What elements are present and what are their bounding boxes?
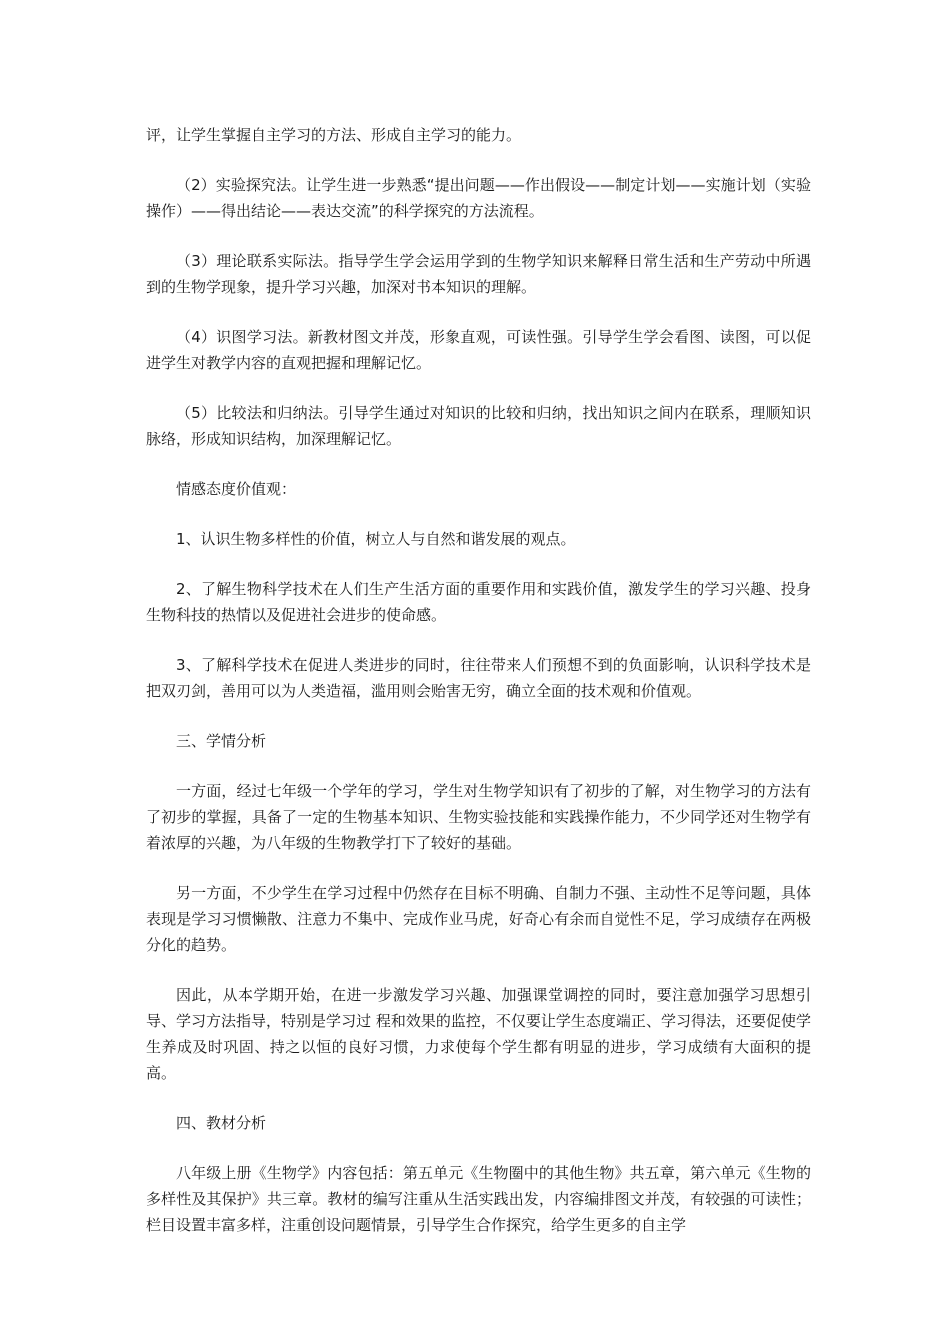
paragraph-learning-2: 另一方面，不少学生在学习过程中仍然存在目标不明确、自制力不强、主动性不足等问题，具体表现是学习习惯懒散、注意力不集中、完成作业马虎，好奇心有余而自觉性不足，学习成绩存在两极分化的趋势。: [146, 884, 811, 954]
section-heading-learning-analysis: 三、学情分析: [176, 732, 267, 750]
paragraph-textbook-1: 八年级上册《生物学》内容包括：第五单元《生物圈中的其他生物》共五章，第六单元《生物的多样性及其保护》共三章。教材的编写注重从生活实践出发，内容编排图文并茂，有较强的可读性；栏目设置丰富多样，注重创设问题情景，引导学生合作探究，给学生更多的自主学: [146, 1164, 811, 1234]
paragraph-learning-3: 因此，从本学期开始，在进一步激发学习兴趣、加强课堂调控的同时，要注意加强学习思想引导、学习方法指导，特别是学习过 程和效果的监控，不仅要让学生态度端正、学习得法，还要促使学生养成及时巩固、持之以恒的良好习惯，力求使每个学生都有明显的进步，学习成绩有大面积的提高。: [146, 986, 811, 1082]
paragraph-method-5: （5）比较法和归纳法。引导学生通过对知识的比较和归纳，找出知识之间内在联系，理顺知识脉络，形成知识结构，加深理解记忆。: [146, 404, 811, 448]
paragraph-method-2: （2）实验探究法。让学生进一步熟悉“提出问题——作出假设——制定计划——实施计划（实验操作）——得出结论——表达交流”的科学探究的方法流程。: [146, 176, 811, 220]
section-heading-textbook-analysis: 四、教材分析: [176, 1114, 267, 1132]
paragraph-method-4: （4）识图学习法。新教材图文并茂，形象直观，可读性强。引导学生学会看图、读图，可以促进学生对教学内容的直观把握和理解记忆。: [146, 328, 811, 372]
subheading-values: 情感态度价值观：: [176, 480, 297, 498]
paragraph-value-2: 2、了解生物科学技术在人们生产生活方面的重要作用和实践价值，激发学生的学习兴趣、投身生物科技的热情以及促进社会进步的使命感。: [146, 580, 811, 624]
paragraph-value-1: 1、认识生物多样性的价值，树立人与自然和谐发展的观点。: [176, 530, 576, 548]
document-body: [146, 122, 811, 1262]
paragraph-learning-1: 一方面，经过七年级一个学年的学习，学生对生物学知识有了初步的了解，对生物学习的方法有了初步的掌握，具备了一定的生物基本知识、生物实验技能和实践操作能力，不少同学还对生物学有着浓厚的兴趣，为八年级的生物教学打下了较好的基础。: [146, 782, 811, 852]
paragraph-value-3: 3、了解科学技术在促进人类进步的同时，往往带来人们预想不到的负面影响，认识科学技术是把双刃剑，善用可以为人类造福，滥用则会贻害无穷，确立全面的技术观和价值观。: [146, 656, 811, 700]
paragraph-method-3: （3）理论联系实际法。指导学生学会运用学到的生物学知识来解释日常生活和生产劳动中所遇到的生物学现象，提升学习兴趣，加深对书本知识的理解。: [146, 252, 811, 296]
paragraph-continuation: 评，让学生掌握自主学习的方法、形成自主学习的能力。: [146, 126, 522, 144]
